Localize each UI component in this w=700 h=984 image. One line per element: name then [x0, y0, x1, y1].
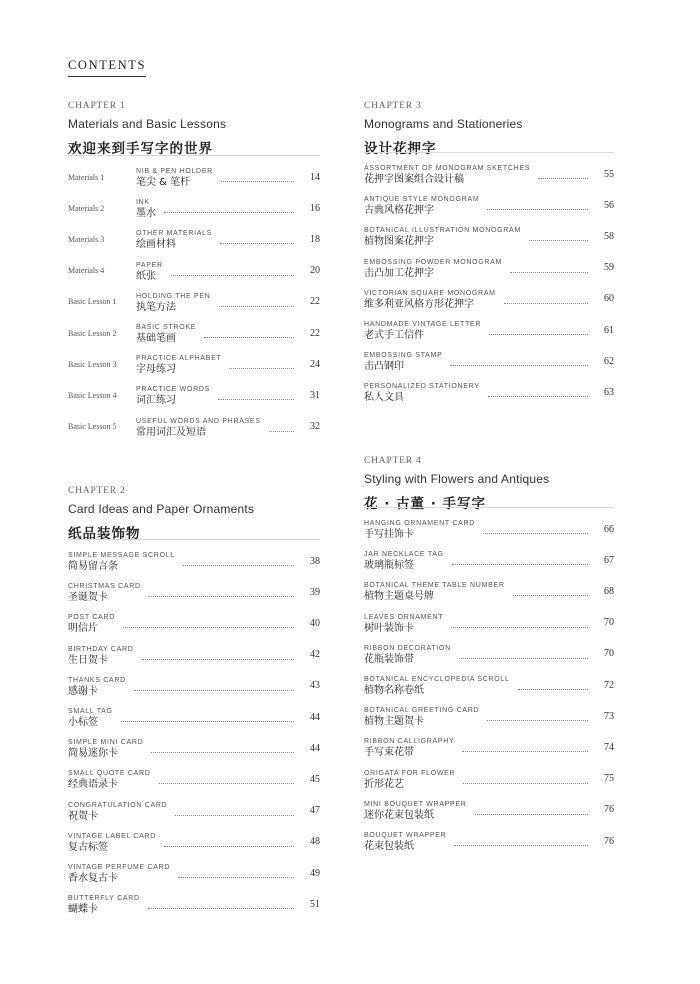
entry-titles: [68, 801, 167, 823]
entry-title-zh: 击凸加工花押字: [364, 267, 434, 279]
toc-entry[interactable]: [68, 643, 320, 667]
toc-entry[interactable]: [364, 318, 614, 342]
toc-entry[interactable]: [68, 227, 320, 251]
page-number: 42: [310, 649, 320, 661]
entry-title-en: ASSORTMENT OF MONOGRAM SKETCHES: [364, 165, 531, 172]
entry-title-zh: 绘画材料: [136, 239, 176, 251]
entry-title-zh: 小标签: [68, 717, 98, 728]
dotted-leader: [463, 783, 588, 784]
dotted-leader: [149, 596, 294, 597]
entry-section-label: Materials 1: [68, 172, 105, 182]
page-number: 66: [604, 523, 614, 535]
chapter-title-zh: 花 · 古董 · 手写字: [364, 496, 487, 512]
page-number: 40: [310, 617, 320, 629]
toc-entry[interactable]: [68, 861, 320, 885]
page-number: 45: [310, 773, 320, 785]
chapter-number: CHAPTER 2: [68, 486, 126, 496]
toc-entry[interactable]: [364, 673, 614, 697]
toc-entry[interactable]: [364, 798, 614, 822]
dotted-leader: [219, 306, 294, 307]
entry-titles: [364, 706, 479, 728]
entry-title-zh: 维多利亚风格方形花押字: [364, 298, 474, 310]
entry-title-zh: 植物主题桌号牌: [364, 591, 434, 603]
page-number: 47: [310, 805, 320, 817]
chapter-heading: [68, 101, 320, 157]
page-number: 44: [310, 742, 320, 754]
entry-title-en: HANDMADE VINTAGE LETTER: [364, 321, 482, 328]
entry-titles: [68, 832, 156, 854]
dotted-leader: [178, 877, 294, 878]
chapter-title-zh: 欢迎来到手写字的世界: [68, 141, 213, 157]
toc-entry[interactable]: [68, 321, 320, 345]
page-number: 51: [310, 898, 320, 910]
dotted-leader: [218, 399, 294, 400]
entry-section-label: Materials 2: [68, 203, 105, 213]
toc-entry[interactable]: [364, 642, 614, 666]
toc-entry[interactable]: [68, 415, 320, 439]
entry-title-en: RIBBON CALLIGRAPHY: [364, 738, 455, 746]
dotted-leader: [483, 533, 588, 534]
page-number: 38: [310, 555, 320, 567]
toc-entry[interactable]: [68, 705, 320, 729]
chapter-divider: [364, 152, 614, 153]
dotted-leader: [504, 303, 588, 304]
entry-title-en: INK: [136, 199, 150, 207]
page-number: 43: [310, 680, 320, 692]
page-number: 44: [310, 711, 320, 723]
entry-titles: [364, 800, 467, 822]
entry-title-zh: 生日贺卡: [68, 654, 108, 666]
chapter-heading: [364, 456, 614, 512]
toc-entry[interactable]: [364, 380, 614, 404]
dotted-leader: [164, 212, 294, 213]
toc-entry[interactable]: [68, 767, 320, 791]
entry-title-en: PAPER: [136, 261, 163, 269]
dotted-leader: [142, 659, 295, 660]
dotted-leader: [204, 337, 294, 338]
entry-title-zh: 字母练习: [136, 364, 176, 376]
chapter-divider: [68, 155, 320, 156]
entry-titles: [68, 645, 134, 667]
entry-titles: [364, 675, 510, 697]
entry-title-zh: 迷你花束包装纸: [364, 809, 434, 821]
entry-titles: [136, 261, 163, 283]
page-number: 22: [310, 296, 320, 308]
entry-titles: [364, 289, 496, 311]
entry-title-zh: 简易留言条: [68, 561, 118, 572]
entry-title-zh: 感谢卡: [68, 685, 98, 697]
entry-title-en: BOTANICAL ENCYCLOPEDIA SCROLL: [364, 676, 510, 683]
entry-title-en: LEAVES ORNAMENT: [364, 613, 444, 621]
entry-title-zh: 手写挂饰卡: [364, 529, 414, 540]
entry-title-en: THANKS CARD: [68, 676, 126, 684]
entry-title-zh: 复古标签: [68, 841, 108, 853]
dotted-leader: [220, 243, 294, 244]
entry-title-zh: 经典语录卡: [68, 779, 118, 791]
toc-entry[interactable]: [68, 165, 320, 189]
chapter-divider: [68, 539, 320, 540]
page-number: 62: [604, 355, 614, 367]
page-number: 60: [604, 293, 614, 305]
entry-title-zh: 常用词汇及短语: [136, 426, 206, 438]
dotted-leader: [462, 751, 588, 752]
entry-titles: [136, 198, 156, 220]
entry-title-zh: 笔尖 & 笔杆: [136, 177, 191, 188]
entry-title-en: PRACTICE WORDS: [136, 386, 210, 394]
toc-entry[interactable]: [364, 224, 614, 248]
entry-title-en: NIB & PEN HOLDER: [136, 168, 213, 175]
entry-titles: [364, 550, 444, 572]
entry-section-label: Basic Lesson 2: [68, 328, 117, 338]
page-number: 67: [604, 554, 614, 566]
entry-title-en: BOUQUET WRAPPER: [364, 832, 447, 839]
dotted-leader: [121, 721, 294, 722]
entry-title-en: EMBOSSING STAMP: [364, 352, 443, 360]
entry-title-en: CONGRATULATION CARD: [68, 801, 168, 809]
page-number: 32: [310, 421, 320, 433]
entry-title-en: HOLDING THE PEN: [136, 292, 211, 300]
chapter-divider: [364, 507, 614, 508]
dotted-leader: [164, 846, 294, 847]
entry-titles: [136, 167, 213, 189]
entry-title-en: MINI BOUQUET WRAPPER: [364, 800, 467, 808]
entry-titles: [136, 229, 212, 251]
page-number: 56: [604, 199, 614, 211]
page-number: 74: [604, 741, 614, 753]
toc-entry[interactable]: [364, 704, 614, 728]
entry-title-en: USEFUL WORDS AND PHRASES: [136, 417, 261, 425]
entry-titles: [68, 738, 143, 760]
entry-titles: [364, 382, 480, 404]
entry-title-en: VINTAGE LABEL CARD: [68, 832, 157, 840]
page-number: 55: [604, 168, 614, 180]
toc-entry[interactable]: [364, 287, 614, 311]
page-number: 20: [310, 265, 320, 277]
entry-title-en: BOTANICAL GREETING CARD: [364, 707, 480, 715]
page-number: 68: [604, 585, 614, 597]
entry-title-en: SMALL QUOTE CARD: [68, 770, 151, 778]
entry-title-en: BASIC STROKE: [136, 324, 197, 331]
chapter-number: CHAPTER 4: [364, 456, 422, 466]
entry-titles: [68, 707, 113, 729]
toc-entry[interactable]: [364, 517, 614, 541]
entry-titles: [364, 195, 479, 217]
page-number: 31: [310, 389, 320, 401]
entry-title-zh: 击凸钢印: [364, 361, 404, 373]
entry-titles: [364, 613, 443, 635]
entry-titles: [364, 644, 451, 666]
dotted-leader: [454, 845, 588, 846]
entry-title-zh: 私人文具: [364, 392, 404, 404]
page-number: 16: [310, 202, 320, 214]
toc-entry[interactable]: [68, 383, 320, 407]
chapter-title-en: Styling with Flowers and Antiques: [364, 472, 550, 486]
toc-entry[interactable]: [68, 799, 320, 823]
page-number: 76: [604, 804, 614, 816]
page-number: 61: [604, 324, 614, 336]
entry-title-en: BOTANICAL ILLUSTRATION MONOGRAM: [364, 227, 521, 235]
toc-entry[interactable]: [364, 193, 614, 217]
dotted-leader: [513, 595, 588, 596]
toc-entry[interactable]: [68, 611, 320, 635]
entry-titles: [364, 769, 455, 791]
chapter-heading: [364, 101, 614, 157]
chapter-title-en: Monograms and Stationeries: [364, 117, 523, 131]
entry-section-label: Basic Lesson 4: [68, 390, 117, 400]
entry-title-zh: 蝴蝶卡: [68, 904, 98, 916]
dotted-leader: [269, 431, 294, 432]
entry-title-en: VICTORIAN SQUARE MONOGRAM: [364, 289, 496, 297]
entry-title-en: EMBOSSING POWDER MONOGRAM: [364, 258, 503, 266]
entry-titles: [68, 582, 141, 604]
dotted-leader: [151, 752, 294, 753]
entry-title-en: BUTTERFLY CARD: [68, 895, 140, 903]
toc-entry[interactable]: [364, 611, 614, 635]
entry-title-en: BOTANICAL THEME TABLE NUMBER: [364, 582, 505, 590]
entry-titles: [68, 863, 170, 885]
entry-title-zh: 明信片: [68, 623, 98, 635]
page-number: 39: [310, 586, 320, 598]
page-number: 49: [310, 867, 320, 879]
dotted-leader: [510, 272, 588, 273]
toc-entry[interactable]: [68, 736, 320, 760]
toc-entry[interactable]: [364, 829, 614, 853]
dotted-leader: [123, 627, 294, 628]
dotted-leader: [451, 627, 588, 628]
toc-entry[interactable]: [68, 892, 320, 916]
entry-title-en: RIBBON DECORATION: [364, 644, 451, 652]
entry-title-zh: 简易迷你卡: [68, 748, 118, 760]
entry-title-zh: 古典风格花押字: [364, 205, 434, 217]
entry-title-en: ANTIQUE STYLE MONOGRAM: [364, 196, 480, 204]
entry-titles: [136, 323, 196, 345]
entry-titles: [68, 769, 151, 791]
page-number: 72: [604, 679, 614, 691]
dotted-leader: [452, 564, 588, 565]
dotted-leader: [475, 814, 588, 815]
entry-title-en: OTHER MATERIALS: [136, 230, 213, 238]
entry-title-en: CHRISTMAS CARD: [68, 583, 141, 591]
entry-title-zh: 玻璃瓶标签: [364, 560, 414, 572]
page-number: 22: [310, 327, 320, 339]
toc-entry[interactable]: [68, 580, 320, 604]
dotted-leader: [183, 565, 294, 566]
entry-titles: [364, 351, 442, 373]
entry-titles: [136, 385, 210, 407]
entry-title-zh: 香水复古卡: [68, 873, 118, 884]
dotted-leader: [171, 275, 294, 276]
entry-title-zh: 植物主题贺卡: [364, 716, 424, 728]
toc-entry[interactable]: [68, 196, 320, 220]
dotted-leader: [175, 815, 294, 816]
page-number: 24: [310, 358, 320, 370]
entry-section-label: Materials 4: [68, 266, 105, 276]
entry-title-zh: 手写束花带: [364, 747, 414, 759]
entry-title-en: BIRTHDAY CARD: [68, 645, 134, 653]
dotted-leader: [148, 908, 294, 909]
toc-entry[interactable]: [68, 830, 320, 854]
entry-title-en: HANGING ORNAMENT CARD: [364, 520, 476, 527]
entry-title-en: JAR NECKLACE TAG: [364, 551, 444, 559]
entry-titles: [364, 258, 502, 280]
page-number: 73: [604, 710, 614, 722]
chapter-title-zh: 纸品装饰物: [68, 526, 141, 542]
page-number: 48: [310, 836, 320, 848]
entry-titles: [364, 519, 475, 541]
toc-entry[interactable]: [364, 767, 614, 791]
page-number: 63: [604, 386, 614, 398]
toc-entry[interactable]: [364, 735, 614, 759]
page-number: 76: [604, 835, 614, 847]
toc-entry[interactable]: [68, 259, 320, 283]
entry-title-zh: 执笔方法: [136, 301, 176, 313]
entry-titles: [68, 894, 140, 916]
entry-title-zh: 植物图案花押字: [364, 236, 434, 248]
dotted-leader: [487, 720, 588, 721]
entry-title-en: PERSONALIZED STATIONERY: [364, 383, 480, 391]
entry-title-en: SIMPLE MESSAGE SCROLL: [68, 552, 175, 559]
dotted-leader: [159, 783, 294, 784]
chapter-title-zh: 设计花押字: [364, 141, 437, 157]
entry-titles: [136, 417, 261, 439]
entry-titles: [136, 354, 221, 376]
dotted-leader: [488, 396, 588, 397]
entry-titles: [364, 164, 530, 186]
page-number: 58: [604, 230, 614, 242]
entry-section-label: Basic Lesson 3: [68, 359, 117, 369]
entry-title-en: POST CARD: [68, 614, 116, 622]
dotted-leader: [229, 368, 294, 369]
dotted-leader: [134, 690, 294, 691]
toc-entry[interactable]: [364, 162, 614, 186]
toc-entry[interactable]: [364, 349, 614, 373]
page-title: CONTENTS: [68, 58, 146, 77]
entry-title-zh: 祝贺卡: [68, 810, 98, 822]
toc-entry[interactable]: [364, 256, 614, 280]
page-number: 70: [604, 648, 614, 660]
dotted-leader: [538, 178, 588, 179]
toc-entry[interactable]: [68, 290, 320, 314]
entry-title-zh: 花束包装纸: [364, 841, 414, 852]
entry-title-en: SIMPLE MINI CARD: [68, 739, 144, 747]
entry-title-zh: 纸张: [136, 270, 156, 282]
entry-title-en: VINTAGE PERFUME CARD: [68, 864, 171, 871]
entry-titles: [136, 292, 211, 314]
entry-title-zh: 老式手工信件: [364, 330, 424, 341]
page-number: 18: [310, 233, 320, 245]
page-number: 75: [604, 773, 614, 785]
entry-titles: [68, 676, 126, 698]
entry-title-zh: 花押字图案组合设计稿: [364, 174, 464, 185]
toc-entry[interactable]: [68, 674, 320, 698]
chapter-title-en: Card Ideas and Paper Ornaments: [68, 502, 255, 516]
toc-entry[interactable]: [68, 352, 320, 376]
dotted-leader: [221, 181, 294, 182]
page-number: 70: [604, 617, 614, 629]
chapter-title-en: Materials and Basic Lessons: [68, 117, 227, 131]
toc-entry[interactable]: [68, 549, 320, 573]
entry-section-label: Basic Lesson 1: [68, 297, 117, 307]
entry-titles: [68, 613, 115, 635]
chapter-number: CHAPTER 1: [68, 101, 126, 111]
entry-title-en: ORIGATA FOR FLOWER: [364, 769, 456, 777]
dotted-leader: [489, 334, 588, 335]
toc-entry[interactable]: [364, 579, 614, 603]
entry-section-label: Materials 3: [68, 234, 105, 244]
dotted-leader: [518, 689, 588, 690]
entry-title-zh: 圣诞贺卡: [68, 592, 108, 604]
entry-title-zh: 花瓶装饰带: [364, 653, 414, 665]
entry-title-zh: 基础笔画: [136, 333, 176, 344]
entry-title-en: SMALL TAG: [68, 708, 113, 715]
entry-title-zh: 折形花艺: [364, 778, 404, 790]
entry-title-en: PRACTICE ALPHABET: [136, 355, 222, 363]
dotted-leader: [529, 240, 588, 241]
entry-titles: [364, 581, 505, 603]
entry-section-label: Basic Lesson 5: [68, 422, 117, 432]
toc-entry[interactable]: [364, 548, 614, 572]
entry-title-zh: 植物名称卷纸: [364, 685, 424, 696]
chapter-heading: [68, 486, 320, 542]
entry-title-zh: 树叶装饰卡: [364, 622, 414, 634]
entry-title-zh: 墨水: [136, 208, 156, 220]
page-number: 59: [604, 262, 614, 274]
entry-titles: [364, 831, 446, 853]
entry-titles: [364, 737, 454, 759]
entry-titles: [364, 226, 521, 248]
chapter-number: CHAPTER 3: [364, 101, 422, 111]
entry-title-zh: 词汇练习: [136, 395, 176, 407]
entry-titles: [68, 551, 175, 573]
page-number: 14: [310, 171, 320, 183]
entry-titles: [364, 320, 481, 342]
dotted-leader: [459, 658, 588, 659]
dotted-leader: [487, 209, 588, 210]
dotted-leader: [450, 365, 588, 366]
